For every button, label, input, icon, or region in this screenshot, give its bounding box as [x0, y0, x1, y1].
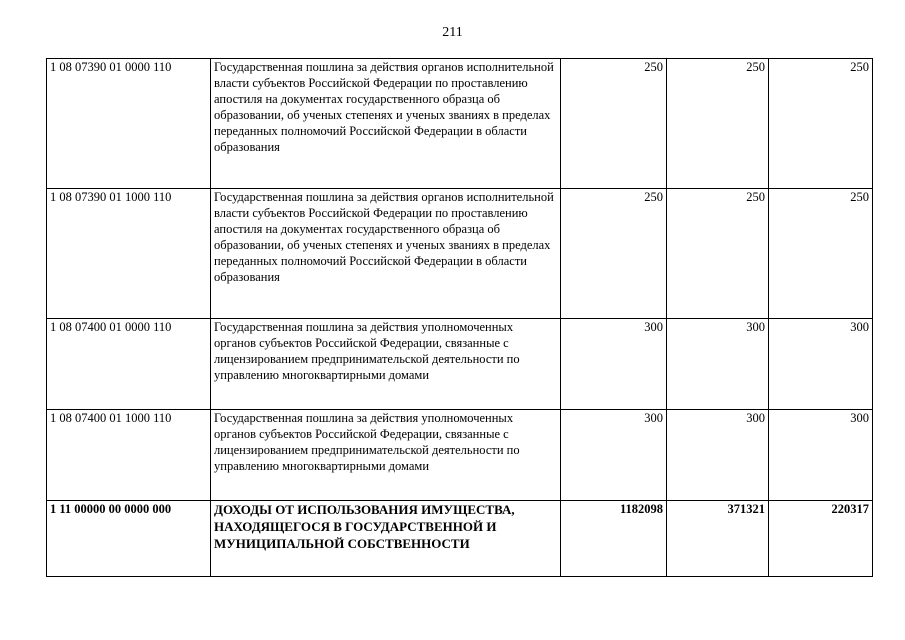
value-cell-1: 1182098 — [561, 501, 667, 577]
table-row — [47, 319, 873, 410]
budget-code-cell: 1 08 07400 01 1000 110 — [47, 410, 211, 501]
value-cell-1: 250 — [561, 189, 667, 319]
budget-code-cell: 1 08 07390 01 0000 110 — [47, 59, 211, 189]
value-cell-2: 300 — [667, 410, 769, 501]
budget-code-cell: 1 08 07400 01 0000 110 — [47, 319, 211, 410]
revenue-name-cell: Государственная пошлина за действия органов исполнительной власти субъектов Российской Федерации по проставлению апостиля на документах государственного образца об образовании, об ученых степенях и ученых званиях в пределах переданных полномочий Российской Федерации в области образования — [211, 189, 561, 319]
table-row — [47, 410, 873, 501]
table-row — [47, 189, 873, 319]
value-cell-3: 300 — [769, 319, 873, 410]
table-row-total — [47, 501, 873, 577]
page-number: 211 — [442, 25, 463, 40]
revenue-name-cell: Государственная пошлина за действия органов исполнительной власти субъектов Российской Федерации по проставлению апостиля на документах государственного образца об образовании, об ученых степенях и ученых званиях в пределах переданных полномочий Российской Федерации в области образования — [211, 59, 561, 189]
value-cell-3: 250 — [769, 59, 873, 189]
value-cell-1: 250 — [561, 59, 667, 189]
table-row — [47, 59, 873, 189]
revenue-name-cell: Государственная пошлина за действия уполномоченных органов субъектов Российской Федерации, связанные с лицензированием предпринимательской деятельности по управлению многоквартирными домами — [211, 410, 561, 501]
revenue-name-cell: Государственная пошлина за действия уполномоченных органов субъектов Российской Федерации, связанные с лицензированием предпринимательской деятельности по управлению многоквартирными домами — [211, 319, 561, 410]
budget-code-cell: 1 11 00000 00 0000 000 — [47, 501, 211, 577]
budget-code-cell: 1 08 07390 01 1000 110 — [47, 189, 211, 319]
revenue-table — [46, 58, 873, 577]
value-cell-2: 300 — [667, 319, 769, 410]
value-cell-3: 220317 — [769, 501, 873, 577]
value-cell-1: 300 — [561, 319, 667, 410]
value-cell-3: 250 — [769, 189, 873, 319]
value-cell-2: 250 — [667, 189, 769, 319]
revenue-name-cell: ДОХОДЫ ОТ ИСПОЛЬЗОВАНИЯ ИМУЩЕСТВА, НАХОДЯЩЕГОСЯ В ГОСУДАРСТВЕННОЙ И МУНИЦИПАЛЬНОЙ СОБСТВЕННОСТИ — [211, 501, 561, 577]
value-cell-2: 371321 — [667, 501, 769, 577]
value-cell-1: 300 — [561, 410, 667, 501]
value-cell-2: 250 — [667, 59, 769, 189]
value-cell-3: 300 — [769, 410, 873, 501]
